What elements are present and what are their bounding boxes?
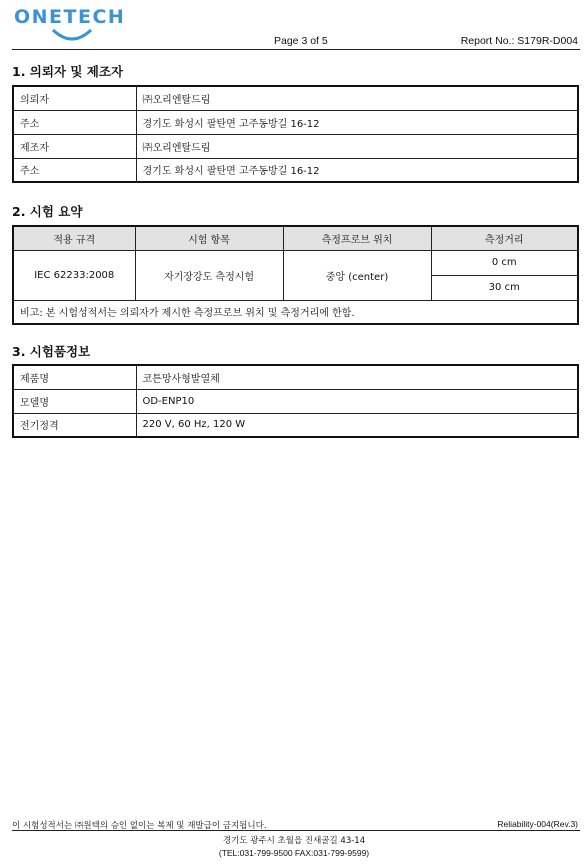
- footer-divider: [12, 830, 580, 831]
- standard-cell: IEC 62233:2008: [13, 250, 135, 300]
- row-value: ㈜오리엔탈드림: [136, 134, 578, 158]
- row-label: 주소: [13, 110, 136, 134]
- table-row: [13, 134, 578, 158]
- footer-address: 경기도 광주시 초월읍 진새골길 43-14: [222, 836, 366, 846]
- row-value: 경기도 화성시 팔탄면 고주동방길 16-12: [136, 158, 578, 182]
- table-row: [13, 300, 578, 324]
- column-header: 측정프로브 위치: [283, 226, 431, 250]
- row-value: 220 V, 60 Hz, 120 W: [136, 413, 578, 437]
- row-value: 코튼망사형발열체: [136, 365, 578, 389]
- row-value: OD-ENP10: [136, 389, 578, 413]
- row-value: ㈜오리엔탈드림: [136, 86, 578, 110]
- table-row: [13, 158, 578, 182]
- table-row: [13, 86, 578, 110]
- row-label: 모델명: [13, 389, 136, 413]
- row-label: 전기정격: [13, 413, 136, 437]
- logo-text: ONETECH: [14, 6, 126, 28]
- row-label: 주소: [13, 158, 136, 182]
- column-header: 측정거리: [431, 226, 578, 250]
- section-title-requester: 1. 의뢰자 및 제조자: [12, 64, 124, 79]
- probe-position-cell: 중앙 (center): [283, 250, 431, 300]
- report-number: Report No.: S179R-D004: [460, 35, 578, 47]
- row-label: 의뢰자: [13, 86, 136, 110]
- distance-cell: 0 cm: [431, 250, 578, 275]
- page-number: Page 3 of 5: [274, 35, 328, 47]
- footer-form-number: Reliability-004(Rev.3): [497, 819, 578, 829]
- table-header-row: [13, 226, 578, 250]
- section-title-sample-info: 3. 시험품정보: [12, 344, 91, 359]
- company-logo: [12, 6, 132, 42]
- logo-swoosh-icon: [52, 28, 92, 44]
- sample-info-table: [12, 364, 579, 438]
- requester-table: [12, 85, 579, 183]
- column-header: 시험 항목: [135, 226, 283, 250]
- footer-notice: 이 시험성적서는 ㈜원텍의 승인 없이는 복제 및 재발급이 금지됩니다.: [12, 821, 267, 831]
- distance-cell: 30 cm: [431, 275, 578, 300]
- table-row: [13, 413, 578, 437]
- footer-contact: (TEL:031-799-9500 FAX:031-799-9599): [218, 848, 370, 858]
- table-row: [13, 250, 578, 275]
- header-divider: [12, 49, 580, 50]
- section-title-summary: 2. 시험 요약: [12, 204, 83, 219]
- summary-table: [12, 225, 579, 325]
- column-header: 적용 규격: [13, 226, 135, 250]
- table-row: [13, 110, 578, 134]
- table-row: [13, 389, 578, 413]
- row-label: 제조자: [13, 134, 136, 158]
- row-label: 제품명: [13, 365, 136, 389]
- test-item-cell: 자기장강도 측정시험: [135, 250, 283, 300]
- row-value: 경기도 화성시 팔탄면 고주동방길 16-12: [136, 110, 578, 134]
- table-row: [13, 365, 578, 389]
- summary-note: 비고: 본 시험성적서는 의뢰자가 제시한 측정프로브 위치 및 측정거리에 한함.: [13, 300, 578, 324]
